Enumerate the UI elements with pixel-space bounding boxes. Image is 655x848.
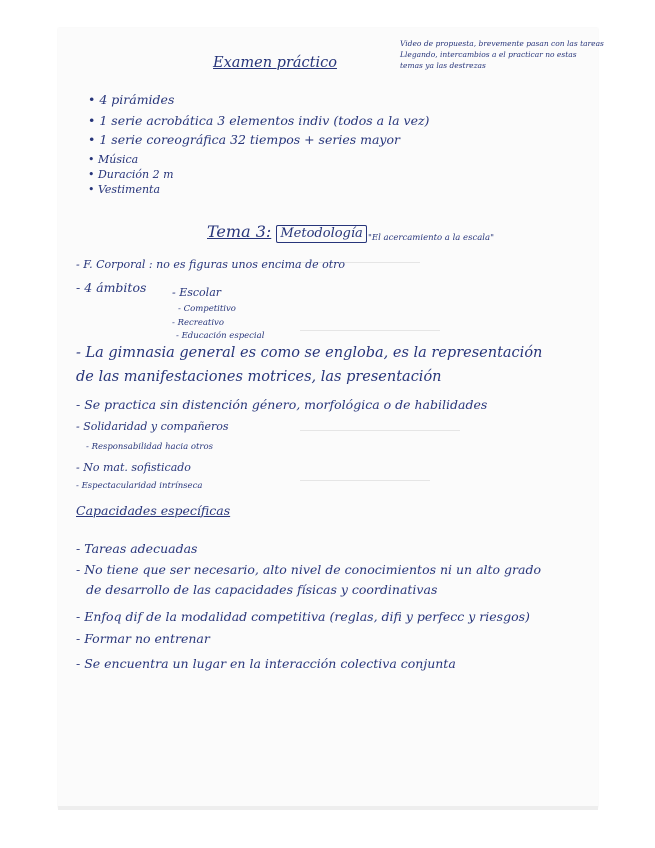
tema-line: - Espectacularidad intrínseca: [76, 481, 203, 491]
ambito-item: - Competitivo: [178, 304, 236, 314]
tema-line: de las manifestaciones motrices, las presentación: [76, 369, 442, 385]
exam-item: • 1 serie coreográfica 32 tiempos + series mayor: [88, 132, 400, 147]
bleed-line: [300, 430, 460, 431]
tema-boxed-word: Metodología: [276, 225, 366, 243]
ambito-item: - Escolar: [172, 286, 222, 299]
ambito-item: - Recreativo: [172, 318, 224, 328]
margin-note: [400, 38, 604, 71]
capacidades-title: Capacidades específicas: [76, 503, 231, 518]
exam-item: • Duración 2 m: [88, 168, 174, 181]
exam-item: • 4 pirámides: [88, 92, 175, 107]
bleed-line: [300, 330, 440, 331]
exam-item: • Música: [88, 153, 139, 166]
bleed-line: [300, 480, 430, 481]
tema-line: - 4 ámbitos: [76, 280, 147, 295]
capacidades-line: - Tareas adecuadas: [76, 541, 198, 556]
capacidades-line: - Se encuentra un lugar en la interacción colectiva conjunta: [76, 656, 456, 671]
tema-heading: [207, 222, 367, 241]
capacidades-line: - No tiene que ser necesario, alto nivel de conocimientos ni un alto grado: [76, 562, 542, 577]
exam-item: • 1 serie acrobática 3 elementos indiv (todos a la vez): [88, 113, 430, 128]
margin-note-line: temas ya las destrezas: [400, 61, 486, 70]
margin-note-line: Video de propuesta, brevemente pasan con las tareas: [400, 39, 604, 48]
tema-line: - No mat. sofisticado: [76, 461, 191, 474]
tema-line: - La gimnasia general es como se engloba, es la representación: [76, 345, 543, 361]
exam-title: Examen práctico: [213, 55, 337, 71]
tema-subtitle: "El acercamiento a la escala": [368, 233, 494, 243]
page-bottom-edge: [58, 806, 598, 810]
tema-line: - Se practica sin distención género, morfológica o de habilidades: [76, 397, 488, 412]
tema-line: - F. Corporal : no es figuras unos encima de otro: [76, 258, 346, 271]
margin-note-line: Llegando, intercambios a el practicar no estas: [400, 50, 577, 59]
ambito-item: - Educación especial: [176, 331, 265, 341]
capacidades-line: - Formar no entrenar: [76, 631, 210, 646]
capacidades-line: - Enfoq dif de la modalidad competitiva (reglas, difi y perfecc y riesgos): [76, 609, 530, 624]
tema-line: - Solidaridad y compañeros: [76, 420, 229, 433]
exam-item: • Vestimenta: [88, 183, 161, 196]
tema-label: Tema 3:: [207, 222, 272, 241]
capacidades-line: de desarrollo de las capacidades físicas y coordinativas: [86, 582, 438, 597]
tema-line: - Responsabilidad hacia otros: [86, 442, 213, 452]
